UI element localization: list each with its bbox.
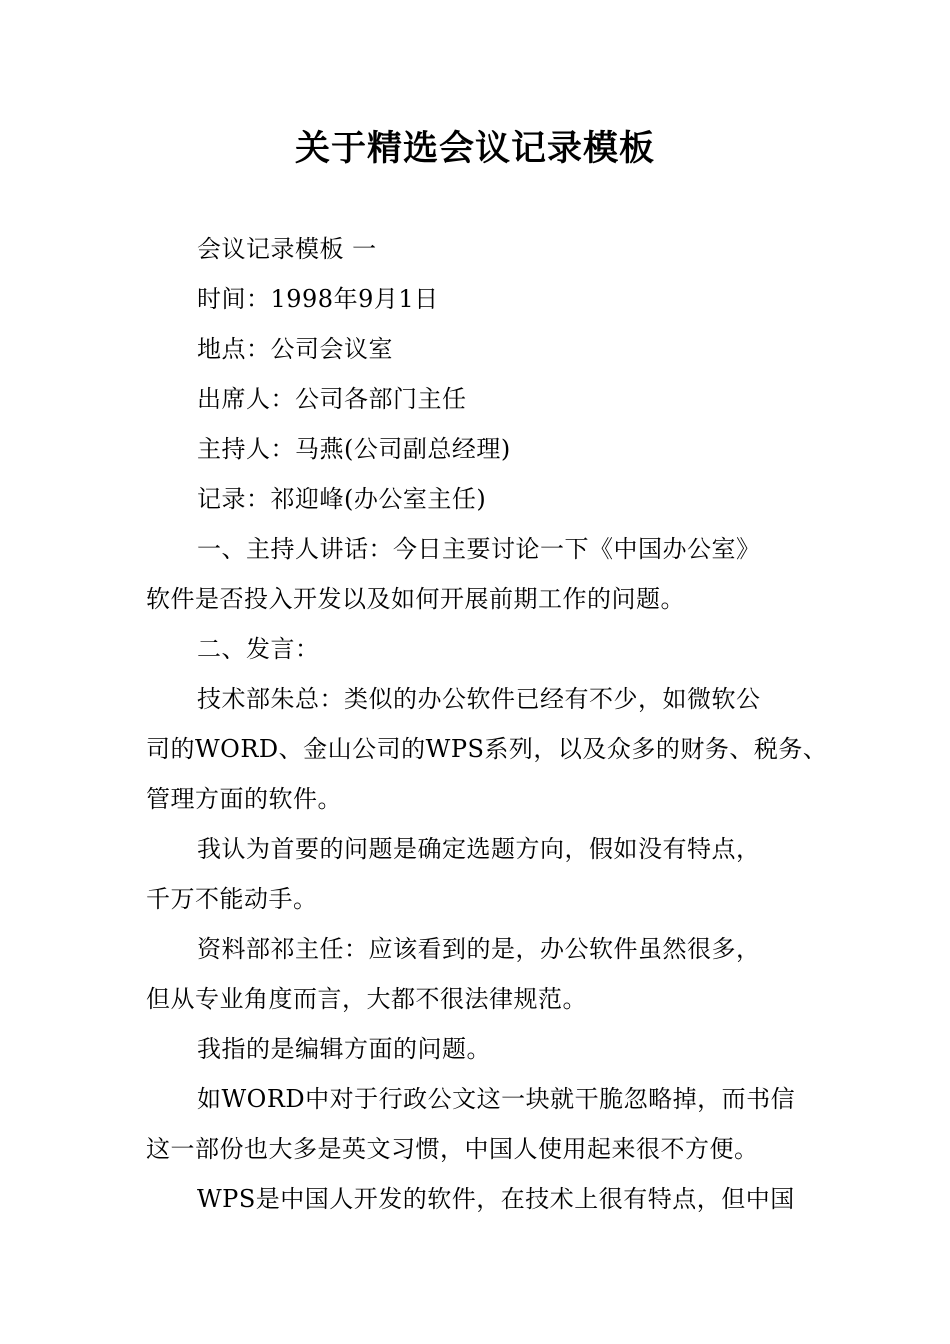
paragraph-line: 我认为首要的问题是确定选题方向，假如没有特点，	[197, 835, 761, 863]
paragraph-line: WPS是中国人开发的软件，在技术上很有特点，但中国	[197, 1185, 795, 1213]
document-body	[146, 224, 836, 1224]
paragraph-line: 千万不能动手。	[146, 885, 318, 913]
paragraph-line: 司的WORD、金山公司的WPS系列，以及众多的财务、税务、	[146, 735, 828, 763]
paragraph-line: 如WORD中对于行政公文这一块就干脆忽略掉，而书信	[197, 1085, 796, 1113]
paragraph-line: 这一部份也大多是英文习惯，中国人使用起来很不方便。	[146, 1135, 759, 1163]
paragraph-line: 我指的是编辑方面的问题。	[197, 1035, 491, 1063]
paragraph-line: 记录：祁迎峰(办公室主任)	[197, 485, 487, 513]
paragraph-line: 地点：公司会议室	[197, 335, 393, 363]
paragraph-line: 出席人：公司各部门主任	[197, 385, 467, 413]
paragraph-line: 管理方面的软件。	[146, 785, 342, 813]
paragraph-line: 但从专业角度而言，大都不很法律规范。	[146, 985, 587, 1013]
paragraph-line: 一、主持人讲话：今日主要讨论一下《中国办公室》	[197, 535, 761, 563]
paragraph-line: 技术部朱总：类似的办公软件已经有不少，如微软公	[197, 685, 761, 713]
paragraph-line: 资料部祁主任：应该看到的是，办公软件虽然很多，	[197, 935, 761, 963]
paragraph-line: 二、发言：	[197, 635, 320, 663]
paragraph-line: 软件是否投入开发以及如何开展前期工作的问题。	[146, 585, 685, 613]
paragraph-line: 会议记录模板 一	[197, 235, 377, 263]
paragraph-line: 时间：1998年9月1日	[197, 285, 439, 313]
paragraph-line: 主持人：马燕(公司副总经理)	[197, 435, 511, 463]
document-title: 关于精选会议记录模板	[294, 129, 655, 169]
